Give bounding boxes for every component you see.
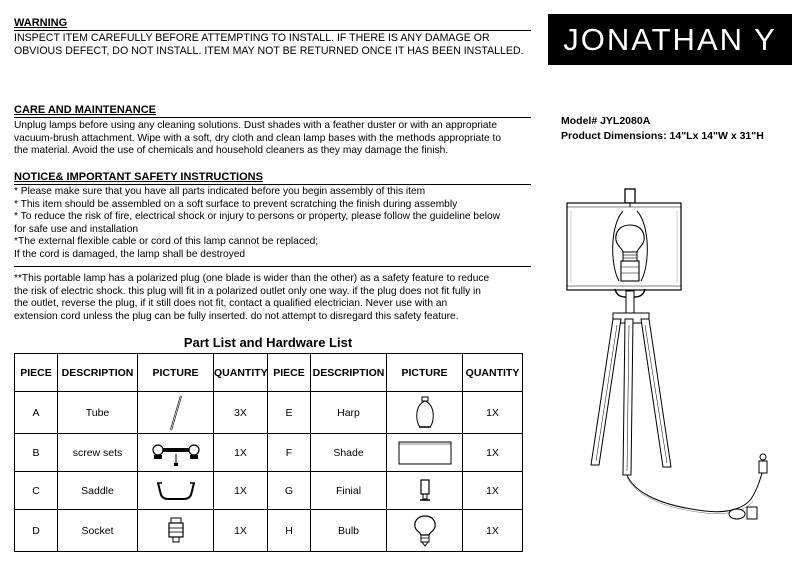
safety-line: * Please make sure that you have all parts indicated before you begin assembly of this item <box>14 186 426 197</box>
header-description: DESCRIPTION <box>311 354 387 392</box>
picture-cell <box>138 510 214 552</box>
piece-cell: C <box>15 472 58 510</box>
model-number: Model# JYL2080A <box>561 115 651 127</box>
saddle-icon <box>154 479 198 503</box>
quantity-cell: 1X <box>463 434 523 472</box>
care-line: Unplug lamps before using any cleaning solutions. Dust shades with a feather duster or with an appropriate <box>14 120 498 131</box>
brand-logo: JONATHAN Y <box>548 14 792 65</box>
safety-line: * To reduce the risk of fire, electrical shock or injury to persons or property, please follow the guideline below <box>14 211 501 223</box>
table-row <box>15 434 523 472</box>
piece-cell: G <box>268 472 311 510</box>
quantity-cell: 1X <box>214 434 268 472</box>
finial-part <box>625 189 635 203</box>
care-text <box>14 120 501 158</box>
harp-icon <box>410 395 440 431</box>
description-cell: Saddle <box>58 472 138 510</box>
safety-rule <box>14 184 531 185</box>
description-cell: Socket <box>58 510 138 552</box>
piece-cell: F <box>268 434 311 472</box>
care-title: CARE AND MAINTENANCE <box>14 104 156 116</box>
plug-part <box>729 454 767 519</box>
socket-icon <box>166 516 186 546</box>
header-picture: PICTURE <box>387 354 463 392</box>
shade-icon <box>397 438 453 468</box>
safety-line: *The external flexible cable or cord of this lamp cannot be replaced; <box>14 236 319 248</box>
care-line: the material. Avoid the use of chemicals and household cleaners as they may damage the finish. <box>14 145 449 157</box>
safety-line: If the cord is damaged, the lamp shall be destroyed <box>14 248 246 260</box>
plug-rule <box>14 266 531 267</box>
header-description: DESCRIPTION <box>58 354 138 392</box>
care-line: vacuum-brush attachment. Wipe with a soft, dry cloth and clean lamp bases with the methods appropriate to <box>14 132 501 144</box>
safety-title: NOTICE& IMPORTANT SAFETY INSTRUCTIONS <box>14 171 263 183</box>
quantity-cell: 1X <box>463 392 523 434</box>
tripod-legs <box>591 319 671 475</box>
warning-line: OBVIOUS DEFECT, DO NOT INSTALL. ITEM MAY NOT BE RETURNED ONCE IT HAS BEEN INSTALLED. <box>14 45 524 57</box>
quantity-cell: 1X <box>463 510 523 552</box>
safety-line: for safe use and installation <box>14 223 139 235</box>
description-cell: Bulb <box>311 510 387 552</box>
safety-line: * This item should be assembled on a soft surface to prevent scratching the finish during assembly <box>14 198 458 210</box>
description-cell: Finial <box>311 472 387 510</box>
plug-line: **This portable lamp has a polarized plug (one blade is wider than the other) as a safety feature to reduce <box>14 273 490 284</box>
lamp-illustration <box>555 185 795 530</box>
piece-cell: D <box>15 510 58 552</box>
plug-line: extension cord unless the plug can be fully inserted. do not attempt to disregard this safety feature. <box>14 310 459 322</box>
piece-cell: H <box>268 510 311 552</box>
plug-line: the risk of electric shock. this plug will fit in a polarized outlet only one way. if the plug does not fit fully in <box>14 285 481 297</box>
parts-header-row <box>15 354 523 392</box>
parts-title: Part List and Hardware List <box>183 335 353 350</box>
table-row <box>15 472 523 510</box>
header-quantity: QUANTITY <box>214 354 268 392</box>
quantity-cell: 1X <box>214 510 268 552</box>
table-row <box>15 510 523 552</box>
picture-cell <box>387 472 463 510</box>
tube-icon <box>161 394 191 432</box>
header-piece: PIECE <box>268 354 311 392</box>
description-cell: Tube <box>58 392 138 434</box>
header-picture: PICTURE <box>138 354 214 392</box>
piece-cell: A <box>15 392 58 434</box>
parts-table <box>14 353 523 552</box>
picture-cell <box>138 434 214 472</box>
warning-text <box>14 32 524 58</box>
description-cell: Harp <box>311 392 387 434</box>
picture-cell <box>387 434 463 472</box>
power-cord <box>627 470 763 512</box>
quantity-cell: 3X <box>214 392 268 434</box>
socket-part <box>621 261 639 281</box>
warning-line: INSPECT ITEM CAREFULLY BEFORE ATTEMPTING TO INSTALL. IF THERE IS ANY DAMAGE OR <box>14 32 490 44</box>
table-row <box>15 392 523 434</box>
picture-cell <box>387 392 463 434</box>
header-quantity: QUANTITY <box>463 354 523 392</box>
piece-cell: B <box>15 434 58 472</box>
care-rule <box>14 117 531 118</box>
safety-text <box>14 186 500 262</box>
description-cell: Shade <box>311 434 387 472</box>
picture-cell <box>138 472 214 510</box>
header-piece: PIECE <box>15 354 58 392</box>
plug-line: the outlet, reverse the plug, if it still does not fit, contact a qualified electrician. Never use with an <box>14 298 448 310</box>
picture-cell <box>138 392 214 434</box>
stem-part <box>626 291 634 315</box>
finial-icon <box>415 478 435 504</box>
piece-cell: E <box>268 392 311 434</box>
picture-cell <box>387 510 463 552</box>
quantity-cell: 1X <box>214 472 268 510</box>
bulb-icon <box>412 514 438 548</box>
warning-title: WARNING <box>14 17 68 29</box>
screw-set-icon <box>150 438 202 468</box>
product-dimensions: Product Dimensions: 14"Lx 14"W x 31"H <box>561 130 764 142</box>
warning-rule <box>14 30 531 31</box>
quantity-cell: 1X <box>463 472 523 510</box>
description-cell: screw sets <box>58 434 138 472</box>
plug-notice <box>14 273 489 323</box>
